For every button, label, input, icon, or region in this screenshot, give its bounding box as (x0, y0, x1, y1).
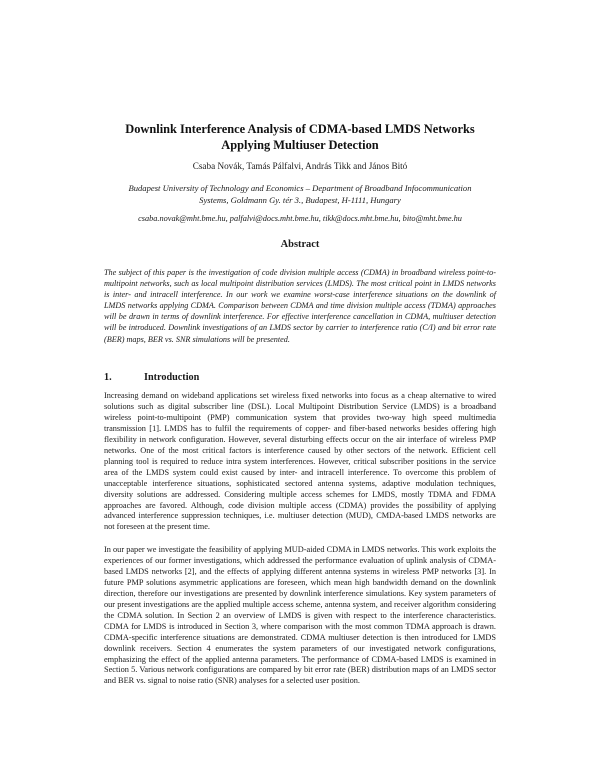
author-emails: csaba.novak@mht.bme.hu, palfalvi@docs.mht.bme.hu, tikk@docs.mht.bme.hu, bito@mht.bme.hu (138, 214, 462, 223)
affiliation (90, 182, 510, 206)
paper-title (60, 121, 540, 153)
affiliation-line-2: Systems, Goldmann Gy. tér 3., Budapest, H-1111, Hungary (199, 195, 401, 205)
affiliation-line-1: Budapest University of Technology and Economics – Department of Broadband Infocommunication (128, 183, 472, 193)
section-title: Introduction (144, 372, 200, 383)
intro-paragraph-1: Increasing demand on wideband applications set wireless fixed networks into focus as a cheap alternative to wired solutions such as digital subscriber line (DSL). Local Multipoint Distribution Service (LMDS) is a broadband wireless point-to-multipoint (PMP) communication system that provides two-way high speed multimedia transmission [1]. LMDS has to fulfil the requirements of copper- and fiber-based networks besides offering high flexibility in network configuration. However, several disturbing effects occur on the air interface of wireless PMP networks. One of the most critical factors is interference caused by other sectors of the network. Efficient cell planning tool is required to reduce intra system interferences. However, critical subscriber positions in the service area of the LMDS system could exist caused by inter- and intracell interference. To overcome this problem of unacceptable interference situations, sophisticated sectored antenna systems, adaptive modulation techniques, diversity solutions are addressed. Considering multiple access schemes for LMDS, mostly TDMA and FDMA approaches are favored. Although, code division multiple access (CDMA) provides the possibility of applying advanced interference suppression techniques, i.e. multiuser detection (MUD), CMDA-based LMDS networks are not foreseen at the present time. (104, 391, 496, 532)
intro-paragraph-2: In our paper we investigate the feasibility of applying MUD-aided CDMA in LMDS networks. This work exploits the experiences of our former investigations, which addressed the performance evaluation of uplink analysis of CDMA-based LMDS networks [2], and the effects of applying different antenna systems in wireless PMP networks [3]. In future PMP solutions asymmetric applications are foreseen, which mean high bandwidth demand on the downlink direction, therefore our investigations are presented by downlink interference simulations. Key system parameters of our present investigations are the applied multiple access scheme, antenna system, and receiver algorithm considering the CDMA solution. In Section 2 an overview of LMDS is given with respect to the interference characteristics. CDMA for LMDS is introduced in Section 3, where comparison with the most common TDMA approach is drawn. CDMA-specific interference situations are demonstrated. CDMA multiuser detection is then introduced for LMDS downlink receivers. Section 4 enumerates the system parameters of our investigated network configurations, emphasizing the effect of the applied antenna parameters. The performance of CDMA-based LMDS is examined in Section 5. Various network configurations are compared by bit error rate (BER) distribution maps of an LMDS sector and BER vs. signal to noise ratio (SNR) analyses for a selected user position. (104, 545, 496, 686)
author-list: Csaba Novák, Tamás Pálfalvi, András Tikk and János Bitó (192, 161, 408, 171)
section-heading-introduction (104, 371, 199, 384)
paper-title-line-2: Applying Multiuser Detection (221, 138, 379, 152)
abstract-text: The subject of this paper is the investigation of code division multiple access (CDMA) in broadband wireless point-to-multipoint networks, such as local multipoint distribution services (LMDS). The most critical point in LMDS networks is inter- and intracell interference. In our work we examine worst-case interference situations on the downlink of LMDS networks applying CDMA. Comparison between CDMA and time division multiple access (TDMA) approaches will be drawn in terms of downlink interference. For effective interference cancellation in CDMA, multiuser detection will be introduced. Downlink investigations of an LMDS sector by carrier to interference ratio (C/I) and bit error rate (BER) maps, BER vs. SNR simulations will be presented. (104, 268, 496, 344)
section-number: 1. (104, 372, 112, 383)
abstract-heading: Abstract (280, 239, 320, 250)
paper-title-line-1: Downlink Interference Analysis of CDMA-based LMDS Networks (125, 122, 475, 136)
